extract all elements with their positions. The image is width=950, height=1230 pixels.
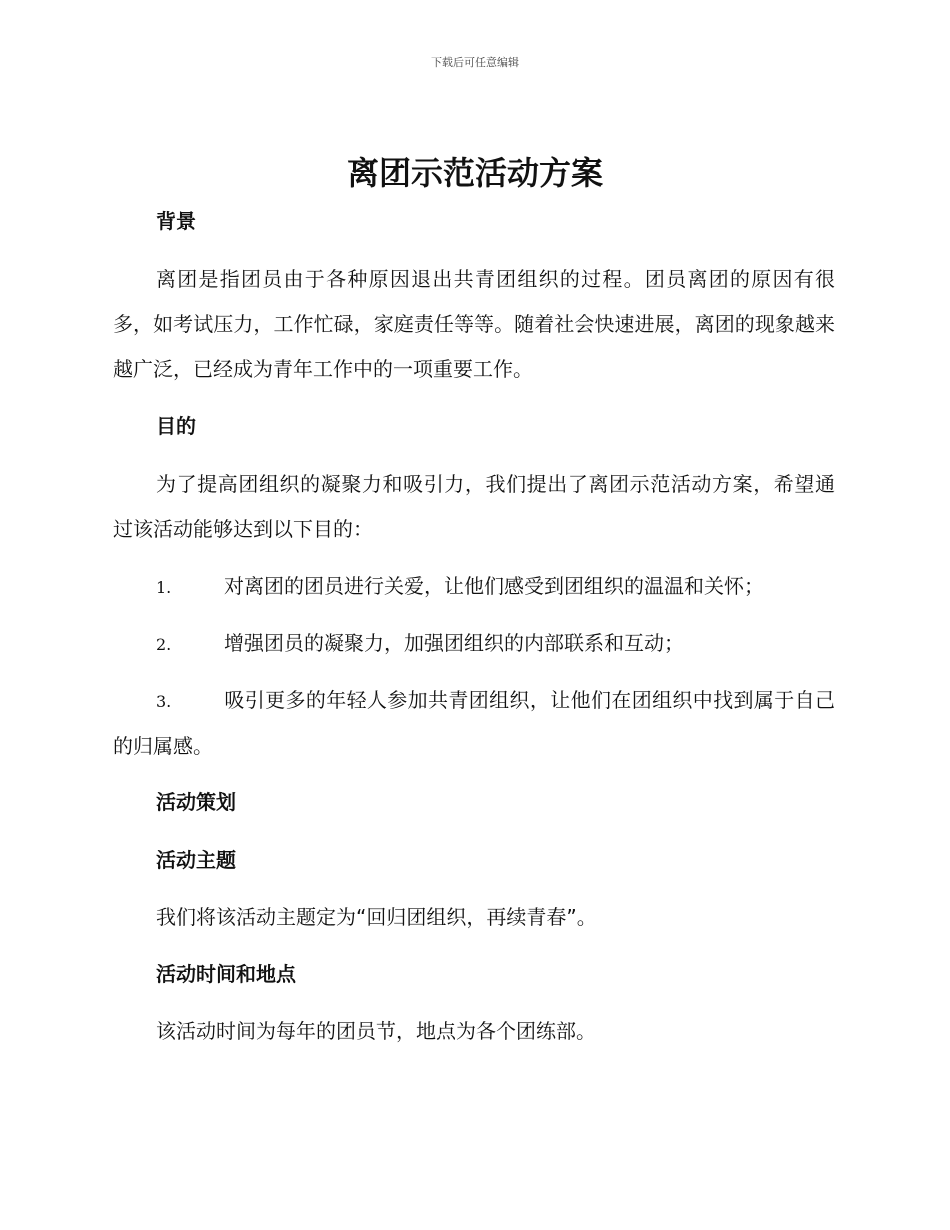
paragraph-time-place: 该活动时间为每年的团员节，地点为各个团练部。 <box>156 1019 596 1043</box>
list-text: 增强团员的凝聚力，加强团组织的内部联系和互动； <box>224 631 684 655</box>
list-text: 吸引更多的年轻人参加共青团组织，让他们在团组织中找到属于自己的归属感。 <box>113 688 835 758</box>
document-title: 离团示范活动方案 <box>346 154 603 192</box>
section-heading-time-place: 活动时间和地点 <box>156 962 296 986</box>
list-item <box>113 564 835 610</box>
list-item <box>113 678 835 769</box>
paragraph-purpose: 为了提高团组织的凝聚力和吸引力，我们提出了离团示范活动方案，希望通过该活动能够达到以下目的： <box>113 472 835 541</box>
list-number: 3. <box>156 692 172 711</box>
list-text: 对离团的团员进行关爱，让他们感受到团组织的温温和关怀； <box>224 574 764 598</box>
section-heading-background: 背景 <box>156 209 196 233</box>
paragraph-background: 离团是指团员由于各种原因退出共青团组织的过程。团员离团的原因有很多，如考试压力，工作忙碌，家庭责任等等。随着社会快速进展，离团的现象越来越广泛，已经成为青年工作中的一项重要工作。 <box>113 267 835 381</box>
section-heading-theme: 活动主题 <box>156 848 236 872</box>
section-heading-purpose: 目的 <box>156 414 196 438</box>
header-note: 下载后可任意编辑 <box>431 56 519 69</box>
list-item <box>113 621 835 667</box>
paragraph-theme: 我们将该活动主题定为“回归团组织，再续青春”。 <box>156 905 597 929</box>
list-number: 2. <box>156 635 172 654</box>
section-heading-planning: 活动策划 <box>156 790 236 814</box>
list-number: 1. <box>156 578 172 597</box>
